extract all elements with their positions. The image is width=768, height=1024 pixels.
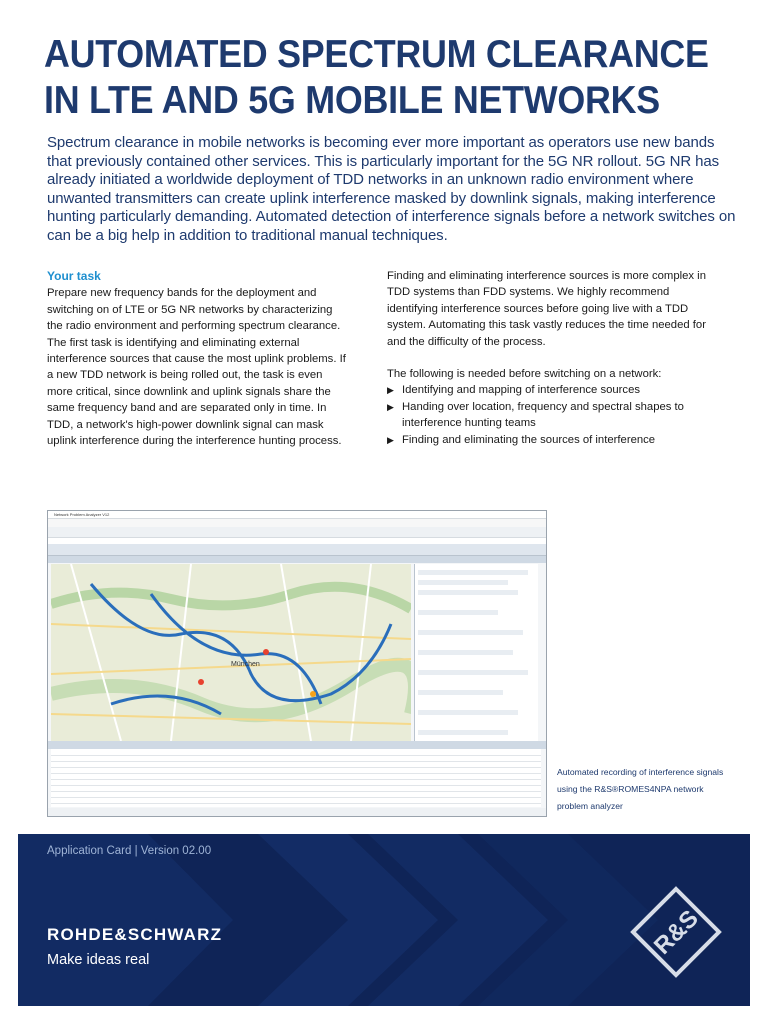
bullet-triangle-icon: ▶ bbox=[387, 385, 394, 396]
document-version: Application Card | Version 02.00 bbox=[47, 845, 212, 857]
brand-slogan: Make ideas real bbox=[47, 952, 150, 968]
screenshot-filterbar bbox=[48, 544, 546, 556]
title-line-2: IN LTE AND 5G MOBILE NETWORKS bbox=[44, 79, 660, 122]
requirements-list bbox=[387, 382, 707, 448]
screenshot-titlebar: Network Problem Analyzer V12 bbox=[48, 511, 546, 519]
page-title bbox=[44, 32, 709, 124]
rohde-schwarz-logo-icon bbox=[630, 886, 722, 978]
list-item: ▶ Identifying and mapping of interference sources bbox=[387, 382, 707, 398]
software-screenshot bbox=[47, 510, 547, 817]
brand-wordmark: ROHDE&SCHWARZ bbox=[47, 925, 223, 944]
footer-banner bbox=[18, 834, 750, 1006]
list-intro: The following is needed before switching on a network: bbox=[387, 368, 662, 381]
list-item: ▶ Finding and eliminating the sources of interference bbox=[387, 432, 707, 448]
screenshot-panel-header bbox=[48, 556, 546, 563]
interference-map bbox=[51, 564, 411, 741]
screenshot-menubar bbox=[48, 519, 546, 527]
section-heading-your-task: Your task bbox=[47, 269, 101, 283]
list-item: ▶ Handing over location, frequency and spectral shapes to interference hunting teams bbox=[387, 400, 684, 430]
bullet-triangle-icon: ▶ bbox=[387, 434, 394, 445]
screenshot-toolbar bbox=[48, 527, 546, 538]
left-column bbox=[47, 268, 351, 465]
screenshot-side-panel bbox=[414, 564, 538, 744]
figure-caption: Automated recording of interference signals using the R&S®ROMES4NPA network problem analyzer bbox=[557, 767, 724, 811]
tdd-paragraph: Finding and eliminating interference sources is more complex in TDD systems than FDD systems. We highly recommend identifying interference sources before going live with a TDD system. Automating this task vastly reduces the time needed for and the difficulty of the process. bbox=[387, 270, 706, 348]
right-column bbox=[387, 268, 707, 448]
screenshot-table bbox=[51, 749, 541, 807]
task-paragraph: Prepare new frequency bands for the deployment and switching on of LTE or 5G NR networks by characterizing the radio environment and performing spectrum clearance. The first task is identifying and eliminating external interference sources that cause the most uplink problems. If a new TDD network is being rolled out, the task is even more critical, since downlink and uplink signals share the same frequency band and are separated only in time. In TDD, a network's high-power downlink signal can mask uplink interference during the interference hunting process. bbox=[47, 287, 346, 448]
screenshot-statusbar bbox=[48, 808, 546, 816]
map-city-label: München bbox=[231, 661, 260, 668]
screenshot-table-header bbox=[48, 741, 546, 749]
bullet-triangle-icon: ▶ bbox=[387, 401, 394, 412]
intro-paragraph: Spectrum clearance in mobile networks is becoming ever more important as operators use new bands that previously contained other services. This is particularly important for the 5G NR rollout. 5G NR has already initiated a worldwide deployment of TDD networks in an unknown radio environment where unwanted transmitters can create uplink interference masked by downlink signals, making interference hunting particularly demanding. Automated detection of interference signals before a network switches on can be a big help in addition to traditional manual techniques. bbox=[47, 134, 736, 244]
title-line-1: AUTOMATED SPECTRUM CLEARANCE bbox=[44, 33, 709, 76]
svg-text:R&S: R&S bbox=[648, 904, 704, 960]
